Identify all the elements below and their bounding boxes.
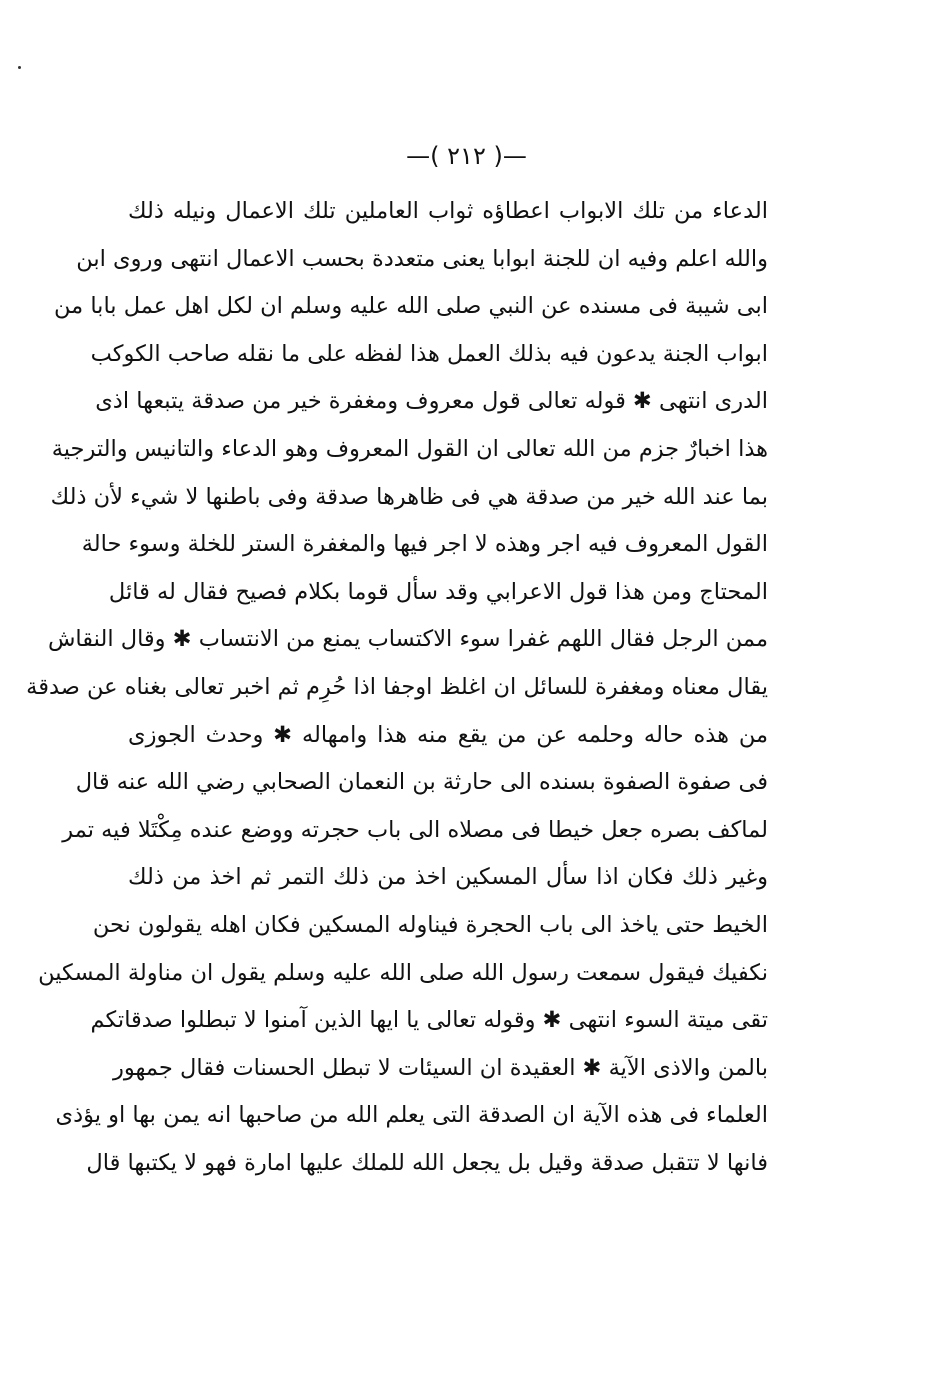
text-line: ابواب الجنة يدعون فيه بذلك العمل هذا لفظه على ما نقله صاحب الكوكب (90, 340, 768, 367)
text-line: يقال معناه ومغفرة للسائل ان اغلظ اوجفا اذا حُرِم ثم اخبر تعالى بغناه عن صدقة (26, 673, 768, 700)
body-text (26, 188, 768, 1187)
text-line: لماكف بصره جعل خيطا فى مصلاه الى باب حجرته ووضع عنده مِكْتَلا فيه تمر (62, 816, 768, 843)
text-line: والله اعلم وفيه ان للجنة ابوابا يعنى متعددة بحسب الاعمال انتهى وروى ابن (76, 245, 768, 272)
text-line: العلماء فى هذه الآية ان الصدقة التى يعلم الله من صاحبها انه يمن بها او يؤذى (55, 1102, 768, 1129)
text-line: فى صفوة الصفوة بسنده الى حارثة بن النعمان الصحابي رضي الله عنه قال (75, 769, 768, 796)
text-line: ممن الرجل فقال اللهم غفرا سوء الاكتساب يمنع من الانتساب ✱ وقال النقاش (47, 626, 768, 653)
text-line: ابى شيبة فى مسنده عن النبي صلى الله عليه وسلم ان لكل اهل عمل بابا من (54, 293, 768, 320)
text-line: تقى ميتة السوء انتهى ✱ وقوله تعالى يا ايها الذين آمنوا لا تبطلوا صدقاتكم (90, 1007, 768, 1034)
page-number: —( ٢١٢ )— (406, 142, 527, 170)
text-line: بما عند الله خير من صدقة هي فى ظاهرها صدقة وفى باطنها لا شيء لأن ذلك (50, 483, 768, 510)
text-line: الخيط حتى ياخذ الى باب الحجرة فيناوله المسكين فكان اهله يقولون نحن (92, 911, 768, 938)
text-line: هذا اخبارٌ جزم من الله تعالى ان القول المعروف وهو الدعاء والتانيس والترجية (51, 435, 768, 462)
margin-speck (18, 66, 21, 69)
text-line: الدعاء من تلك الابواب اعطاؤه ثواب العاملين تلك الاعمال ونيله ذلك (128, 198, 768, 224)
text-line: الدرى انتهى ✱ قوله تعالى قول معروف ومغفرة خير من صدقة يتبعها اذى (95, 388, 768, 415)
text-line: فانها لا تتقبل صدقة وقيل بل يجعل الله للملك عليها امارة فهو لا يكتبها قال (86, 1149, 768, 1176)
text-line: نكفيك فيقول سمعت رسول الله صلى الله عليه وسلم يقول ان مناولة المسكين (38, 959, 768, 986)
text-line: بالمن والاذى الآية ✱ العقيدة ان السيئات لا تبطل الحسنات فقال جمهور (113, 1054, 768, 1081)
text-line: من هذه حاله وحلمه عن من يقع منه هذا وامهاله ✱ وحدث الجوزى (128, 721, 768, 748)
text-line: المحتاج ومن هذا قول الاعرابي وقد سأل قوما بكلام فصيح فقال له قائل (108, 578, 768, 605)
text-line: وغير ذلك فكان اذا سأل المسكين اخذ من ذلك التمر ثم اخذ من ذلك (128, 864, 768, 891)
text-line: القول المعروف فيه اجر وهذه لا اجر فيها والمغفرة الستر للخلة وسوء حالة (81, 531, 768, 558)
